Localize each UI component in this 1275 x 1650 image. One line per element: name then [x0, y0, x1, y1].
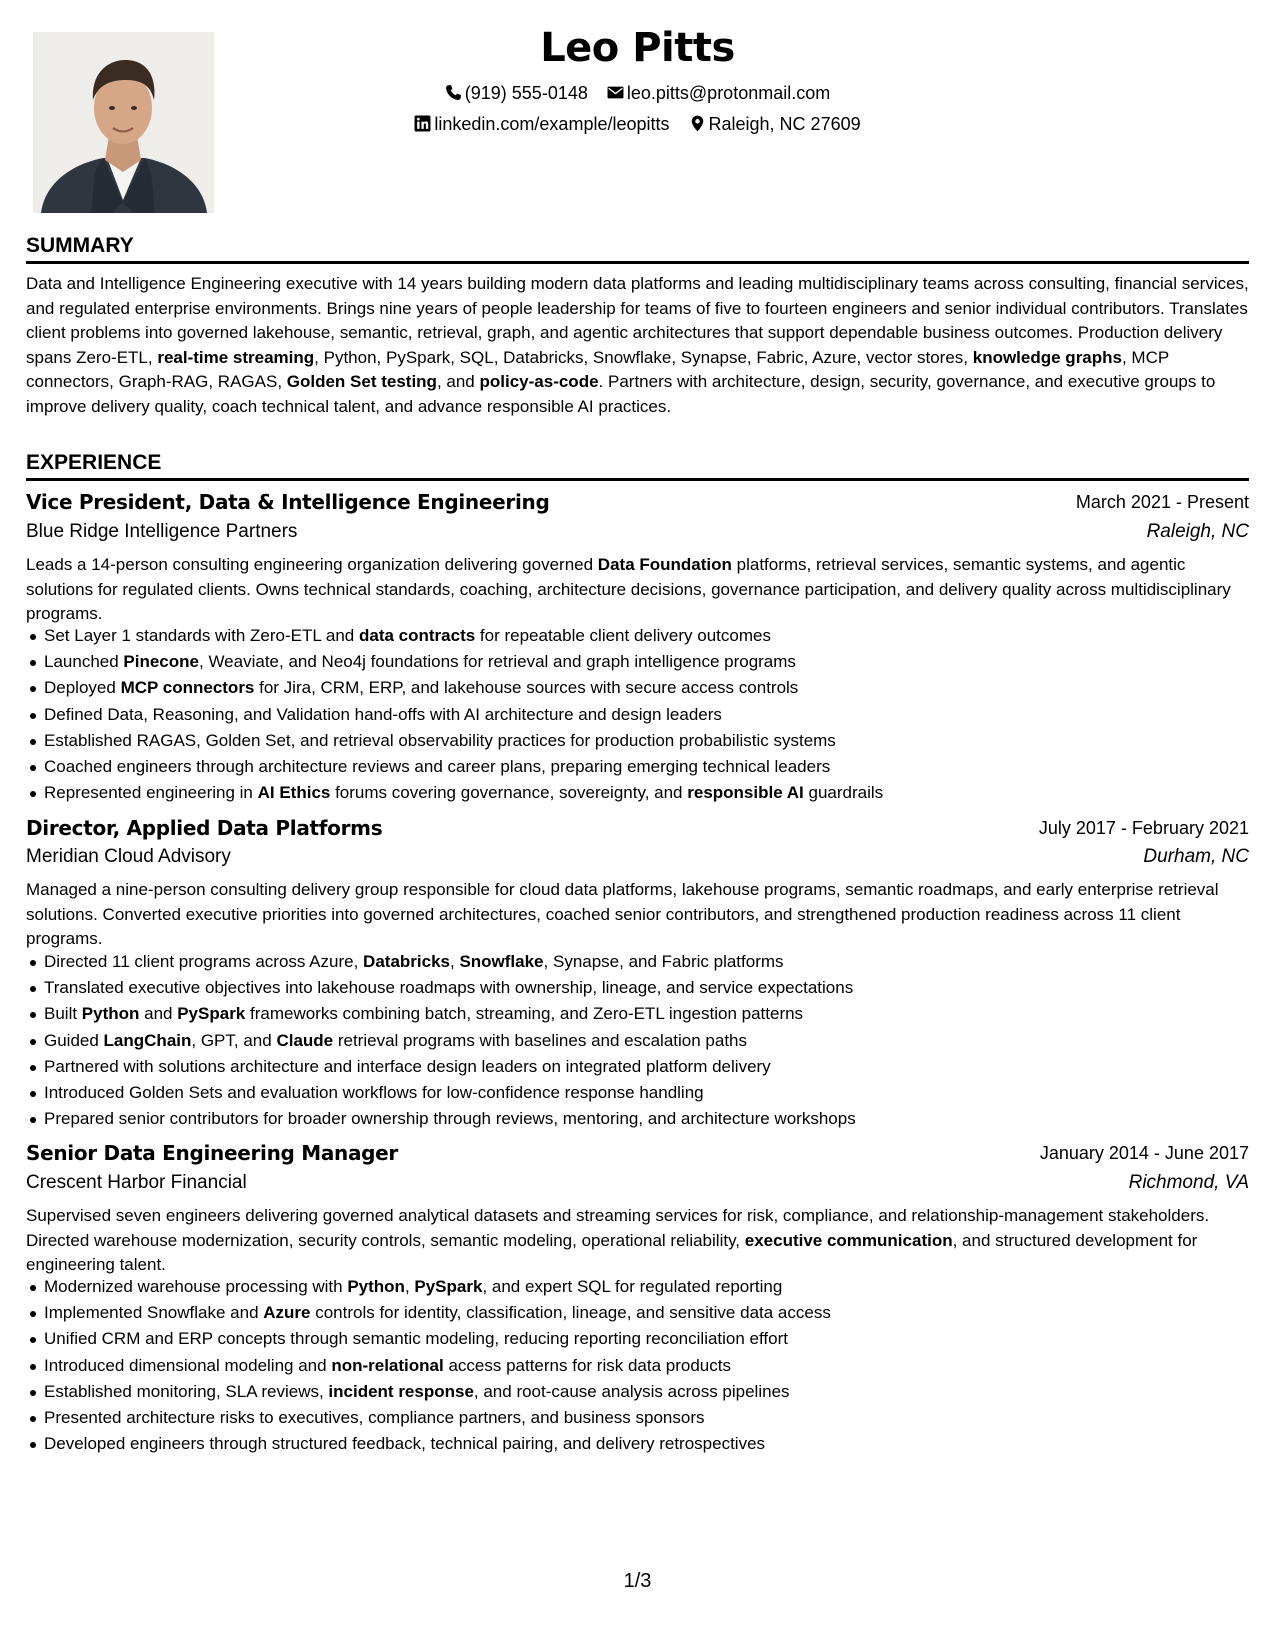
- bold-keyword: AI Ethics: [257, 783, 331, 803]
- job-location: Durham, NC: [1143, 846, 1249, 867]
- location-contact: [689, 112, 861, 136]
- email-text: leo.pitts@protonmail.com: [626, 83, 831, 103]
- job-title: Vice President, Data & Intelligence Engineering: [26, 490, 550, 514]
- bullet-item: Built Python and PySpark frameworks combining batch, streaming, and Zero-ETL ingestion patterns: [26, 1001, 1251, 1027]
- bullet-item: Introduced dimensional modeling and non-relational access patterns for risk data products: [26, 1353, 1251, 1379]
- bold-keyword: PySpark: [177, 1004, 246, 1024]
- bullet-item: Set Layer 1 standards with Zero-ETL and data contracts for repeatable client delivery outcomes: [26, 623, 1251, 649]
- bold-keyword: responsible AI: [687, 783, 804, 803]
- summary-heading: SUMMARY: [26, 233, 1249, 264]
- summary-text: Data and Intelligence Engineering executive with 14 years building modern data platforms and leading multidisciplinary teams across consulting, financial services, and regulated enterprise environments. Brings nine years of people leadership for teams of five to fourteen engineers and senior individual contributors. Translates client problems into governed lakehouse, semantic, retrieval, graph, and agentic architectures that support dependable business outcomes. Production delivery spans Zero-ETL, real-time streaming, Python, PySpark, SQL, Databricks, Snowflake, Synapse, Fabric, Azure, vector stores, knowledge graphs, MCP connectors, Graph-RAG, RAGAS, Golden Set testing, and policy-as-code. Partners with architecture, design, security, governance, and executive groups to improve delivery quality, coach technical talent, and advance responsible AI practices.: [26, 274, 1249, 416]
- bold-keyword: Claude: [276, 1030, 334, 1050]
- company-name: Meridian Cloud Advisory: [26, 846, 231, 867]
- bold-keyword: Python: [81, 1004, 140, 1024]
- bullet-item: Established monitoring, SLA reviews, incident response, and root-cause analysis across pipelines: [26, 1379, 1251, 1405]
- bold-keyword: Data Foundation: [597, 555, 732, 574]
- bold-keyword: data contracts: [358, 626, 476, 645]
- contact-line-2: [26, 112, 1249, 136]
- company-name: Crescent Harbor Financial: [26, 1172, 247, 1193]
- envelope-icon: [607, 84, 624, 101]
- bold-keyword: Azure: [263, 1303, 311, 1323]
- job-dates: January 2014 - June 2017: [1039, 1143, 1249, 1163]
- bold-keyword: LangChain: [103, 1030, 192, 1050]
- bullet-item: Translated executive objectives into lakehouse roadmaps with ownership, lineage, and service expectations: [26, 975, 1251, 1001]
- bold-keyword: Databricks: [363, 952, 450, 971]
- candidate-name: Leo Pitts: [540, 25, 735, 71]
- bullet-item: Defined Data, Reasoning, and Validation hand-offs with AI architecture and design leaders: [26, 702, 1251, 728]
- job-bullets: [26, 623, 1251, 806]
- email-contact[interactable]: [607, 81, 830, 105]
- location-text: Raleigh, NC 27609: [708, 114, 861, 134]
- bold-keyword: knowledge graphs: [972, 347, 1122, 367]
- bullet-item: Developed engineers through structured feedback, technical pairing, and delivery retrospectives: [26, 1431, 1251, 1457]
- bullet-item: Implemented Snowflake and Azure controls for identity, classification, lineage, and sensitive data access: [26, 1300, 1251, 1326]
- bullet-item: Represented engineering in AI Ethics forums covering governance, sovereignty, and responsible AI guardrails: [26, 780, 1251, 806]
- linkedin-contact[interactable]: [414, 112, 669, 136]
- bold-keyword: executive communication: [744, 1230, 953, 1250]
- linkedin-icon: [414, 115, 431, 132]
- linkedin-text: linkedin.com/example/leopitts: [434, 114, 670, 134]
- job-summary: Managed a nine-person consulting delivery group responsible for cloud data platforms, lakehouse programs, semantic roadmaps, and early enterprise retrieval solutions. Converted executive priorities into governed architectures, coached senior contributors, and strengthened production readiness across 11 client programs.: [26, 880, 1219, 948]
- job-title: Senior Data Engineering Manager: [26, 1141, 398, 1165]
- bullet-item: Coached engineers through architecture reviews and career plans, preparing emerging technical leaders: [26, 754, 1251, 780]
- bold-keyword: PySpark: [414, 1277, 483, 1296]
- company-name: Blue Ridge Intelligence Partners: [26, 521, 298, 542]
- job-bullets: [26, 1274, 1251, 1457]
- bullet-item: Introduced Golden Sets and evaluation workflows for low-confidence response handling: [26, 1080, 1251, 1106]
- job-dates: March 2021 - Present: [1075, 492, 1249, 512]
- bold-keyword: real-time streaming: [157, 347, 315, 367]
- job-summary: Leads a 14-person consulting engineering organization delivering governed Data Foundation platforms, retrieval services, semantic systems, and agentic solutions for regulated clients. Owns technical standards, coaching, architecture decisions, governance participation, and delivery quality across multidisciplinary programs.: [26, 555, 1231, 623]
- bold-keyword: Python: [347, 1277, 405, 1296]
- resume-page: [26, 0, 1249, 1650]
- bold-keyword: non-relational: [331, 1355, 444, 1375]
- experience-heading: EXPERIENCE: [26, 450, 1249, 481]
- bullet-item: Unified CRM and ERP concepts through semantic modeling, reducing reporting reconciliation effort: [26, 1326, 1251, 1352]
- bullet-item: Modernized warehouse processing with Python, PySpark, and expert SQL for regulated reporting: [26, 1274, 1251, 1300]
- bold-keyword: Pinecone: [123, 652, 199, 672]
- bold-keyword: MCP connectors: [120, 678, 255, 698]
- job-location: Raleigh, NC: [1146, 521, 1249, 542]
- bullet-item: Guided LangChain, GPT, and Claude retrieval programs with baselines and escalation paths: [26, 1028, 1251, 1054]
- bold-keyword: Golden Set testing: [286, 372, 437, 391]
- phone-text: (919) 555-0148: [464, 83, 588, 103]
- map-pin-icon: [689, 115, 706, 132]
- job-title: Director, Applied Data Platforms: [26, 816, 383, 840]
- bullet-item: Deployed MCP connectors for Jira, CRM, ERP, and lakehouse sources with secure access controls: [26, 675, 1251, 701]
- bullet-item: Partnered with solutions architecture and interface design leaders on integrated platform delivery: [26, 1054, 1251, 1080]
- bold-keyword: incident response: [328, 1381, 474, 1401]
- job-dates: July 2017 - February 2021: [1038, 818, 1249, 838]
- phone-icon: [445, 84, 462, 101]
- bullet-item: Established RAGAS, Golden Set, and retrieval observability practices for production probabilistic systems: [26, 728, 1251, 754]
- bullet-item: Launched Pinecone, Weaviate, and Neo4j foundations for retrieval and graph intelligence programs: [26, 649, 1251, 675]
- bullet-item: Directed 11 client programs across Azure, Databricks, Snowflake, Synapse, and Fabric platforms: [26, 949, 1251, 975]
- page-number: 1/3: [623, 1570, 652, 1592]
- job-bullets: [26, 949, 1251, 1132]
- bullet-item: Presented architecture risks to executives, compliance partners, and business sponsors: [26, 1405, 1251, 1431]
- bold-keyword: policy-as-code: [479, 372, 599, 391]
- bullet-item: Prepared senior contributors for broader ownership through reviews, mentoring, and architecture workshops: [26, 1106, 1251, 1132]
- contact-line-1: [26, 81, 1249, 105]
- phone-contact[interactable]: [445, 81, 588, 105]
- job-location: Richmond, VA: [1128, 1172, 1249, 1193]
- job-summary: Supervised seven engineers delivering governed analytical datasets and streaming services for risk, compliance, and relationship-management stakeholders. Directed warehouse modernization, security controls, semantic modeling, operational reliability, executive communication, and structured development for engineering talent.: [26, 1206, 1210, 1274]
- bold-keyword: Snowflake: [459, 952, 544, 971]
